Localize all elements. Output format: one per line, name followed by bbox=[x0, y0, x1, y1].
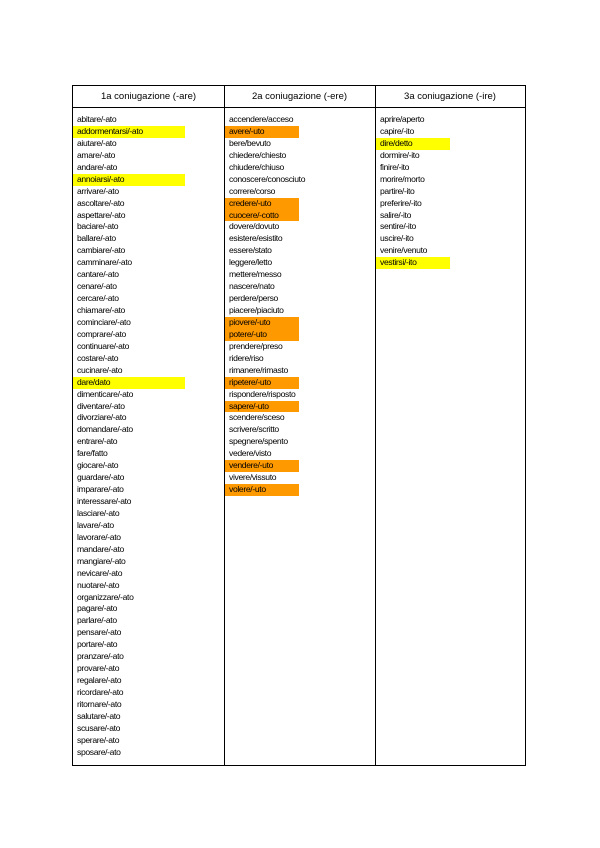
verb-entry: partire/-ito bbox=[380, 185, 415, 196]
verb-entry: salutare/-ato bbox=[77, 710, 121, 721]
verb-entry: ripetere/-uto bbox=[225, 377, 299, 389]
column-ire-verbs bbox=[376, 108, 526, 765]
verb-entry: regalare/-ato bbox=[77, 675, 122, 686]
verb-entry: morire/morto bbox=[380, 173, 425, 184]
verb-entry: rimanere/rimasto bbox=[229, 364, 288, 375]
verb-entry: perdere/perso bbox=[229, 293, 278, 304]
verb-entry: avere/-uto bbox=[225, 126, 299, 138]
verb-entry: finire/-ito bbox=[380, 161, 410, 172]
header-first-conjugation: 1a coniugazione (-are) bbox=[73, 86, 224, 108]
verb-entry: vivere/vissuto bbox=[229, 472, 277, 483]
verb-entry: piovere/-uto bbox=[225, 317, 299, 329]
verb-entry: mandare/-ato bbox=[77, 543, 124, 554]
verb-entry: aiutare/-ato bbox=[77, 137, 117, 148]
verb-entry: domandare/-ato bbox=[77, 424, 133, 435]
verb-entry: cominciare/-ato bbox=[77, 316, 131, 327]
verb-entry: abitare/-ato bbox=[77, 114, 117, 124]
verb-entry: ballare/-ato bbox=[77, 233, 116, 244]
verb-entry: chiudere/chiuso bbox=[229, 161, 284, 172]
verb-entry: rispondere/risposto bbox=[229, 388, 296, 399]
verb-entry: sperare/-ato bbox=[77, 734, 120, 745]
verb-entry: uscire/-ito bbox=[380, 233, 414, 244]
verb-entry: vestirsi/-ito bbox=[376, 257, 450, 269]
verb-entry: conoscere/conosciuto bbox=[229, 173, 306, 184]
verb-entry: nascere/nato bbox=[229, 281, 275, 292]
verb-entry: cenare/-ato bbox=[77, 281, 117, 292]
verb-entry: salire/-ito bbox=[380, 209, 412, 220]
verb-entry: ascoltare/-ato bbox=[77, 197, 125, 208]
verb-entry: chiedere/chiesto bbox=[229, 149, 286, 160]
verb-entry: imparare/-ato bbox=[77, 484, 124, 495]
verb-entry: bere/bevuto bbox=[229, 137, 271, 148]
verb-entry: potere/-uto bbox=[225, 329, 299, 341]
verb-entry: aspettare/-ato bbox=[77, 209, 126, 220]
verb-entry: andare/-ato bbox=[77, 161, 118, 172]
header-third-conjugation: 3a coniugazione (-ire) bbox=[375, 86, 525, 108]
verb-entry: cucinare/-ato bbox=[77, 364, 123, 375]
verb-entry: camminare/-ato bbox=[77, 257, 132, 268]
verb-entry: capire/-ito bbox=[380, 125, 414, 136]
verb-entry: ricordare/-ato bbox=[77, 687, 124, 697]
verb-entry: parlare/-ato bbox=[77, 615, 117, 626]
verb-entry: aprire/aperto bbox=[380, 114, 425, 124]
verb-entry: annoiarsi/-ato bbox=[73, 174, 185, 186]
verb-entry: scendere/sceso bbox=[229, 412, 285, 423]
verb-entry: cantare/-ato bbox=[77, 269, 119, 280]
verb-entry: leggere/letto bbox=[229, 257, 272, 268]
verb-entry: nuotare/-ato bbox=[77, 579, 120, 590]
verb-entry: provare/-ato bbox=[77, 663, 120, 674]
verb-entry: credere/-uto bbox=[225, 198, 299, 210]
verb-entry: scusare/-ato bbox=[77, 722, 121, 733]
verb-entry: interessare/-ato bbox=[77, 496, 132, 506]
verb-entry: amare/-ato bbox=[77, 149, 116, 160]
conjugation-table bbox=[72, 85, 526, 766]
verb-entry: dare/dato bbox=[73, 377, 185, 389]
verb-entry: giocare/-ato bbox=[77, 460, 119, 471]
verb-entry: lavorare/-ato bbox=[77, 531, 121, 542]
verb-entry: continuare/-ato bbox=[77, 340, 130, 351]
verb-entry: ridere/riso bbox=[229, 352, 264, 363]
verb-entry: sentire/-ito bbox=[380, 221, 416, 232]
verb-entry: chiamare/-ato bbox=[77, 305, 125, 315]
verb-entry: divorziare/-ato bbox=[77, 412, 127, 423]
verb-entry: sposare/-ato bbox=[77, 746, 121, 757]
verb-entry: mangiare/-ato bbox=[77, 555, 126, 566]
verb-entry: mettere/messo bbox=[229, 269, 282, 280]
verb-entry: pagare/-ato bbox=[77, 603, 118, 614]
verb-entry: entrare/-ato bbox=[77, 436, 118, 447]
verb-entry: dovere/dovuto bbox=[229, 221, 279, 232]
verb-entry: cuocere/-cotto bbox=[225, 210, 299, 222]
verb-entry: venire/venuto bbox=[380, 245, 428, 256]
verb-entry: correre/corso bbox=[229, 185, 276, 196]
verb-entry: pensare/-ato bbox=[77, 627, 122, 638]
verb-entry: organizzare/-ato bbox=[77, 591, 134, 602]
verb-entry: preferire/-ito bbox=[380, 197, 422, 208]
verb-entry: dire/detto bbox=[376, 138, 450, 150]
verb-entry: dormire/-ito bbox=[380, 149, 420, 160]
verb-entry: cercare/-ato bbox=[77, 293, 119, 304]
verb-entry: cambiare/-ato bbox=[77, 245, 125, 256]
verb-entry: vendere/-uto bbox=[225, 460, 299, 472]
verb-entry: nevicare/-ato bbox=[77, 567, 123, 578]
verb-entry: fare/fatto bbox=[77, 448, 108, 459]
verb-entry: prendere/preso bbox=[229, 340, 283, 351]
verb-entry: spegnere/spento bbox=[229, 436, 288, 447]
verb-entry: sapere/-uto bbox=[225, 401, 299, 413]
verb-entry: baciare/-ato bbox=[77, 221, 119, 232]
column-are-verbs bbox=[73, 108, 224, 765]
verb-entry: essere/stato bbox=[229, 245, 272, 256]
verb-entry: pranzare/-ato bbox=[77, 651, 124, 662]
column-ere-verbs bbox=[225, 108, 375, 765]
verb-entry: arrivare/-ato bbox=[77, 185, 119, 196]
verb-entry: ritornare/-ato bbox=[77, 698, 122, 709]
verb-entry: dimenticare/-ato bbox=[77, 388, 134, 399]
verb-entry: piacere/piaciuto bbox=[229, 305, 284, 315]
verb-entry: vedere/visto bbox=[229, 448, 272, 459]
verb-entry: diventare/-ato bbox=[77, 400, 125, 411]
header-second-conjugation: 2a coniugazione (-ere) bbox=[224, 86, 375, 108]
verb-entry: scrivere/scritto bbox=[229, 424, 279, 435]
verb-entry: accendere/acceso bbox=[229, 114, 294, 124]
verb-entry: costare/-ato bbox=[77, 352, 119, 363]
verb-entry: comprare/-ato bbox=[77, 328, 126, 339]
verb-entry: addormentarsi/-ato bbox=[73, 126, 185, 138]
verb-entry: lavare/-ato bbox=[77, 519, 114, 530]
verb-entry: lasciare/-ato bbox=[77, 507, 120, 518]
verb-entry: volere/-uto bbox=[225, 484, 299, 496]
verb-entry: portare/-ato bbox=[77, 639, 118, 650]
verb-entry: esistere/esistito bbox=[229, 233, 283, 244]
verb-entry: guardare/-ato bbox=[77, 472, 125, 483]
